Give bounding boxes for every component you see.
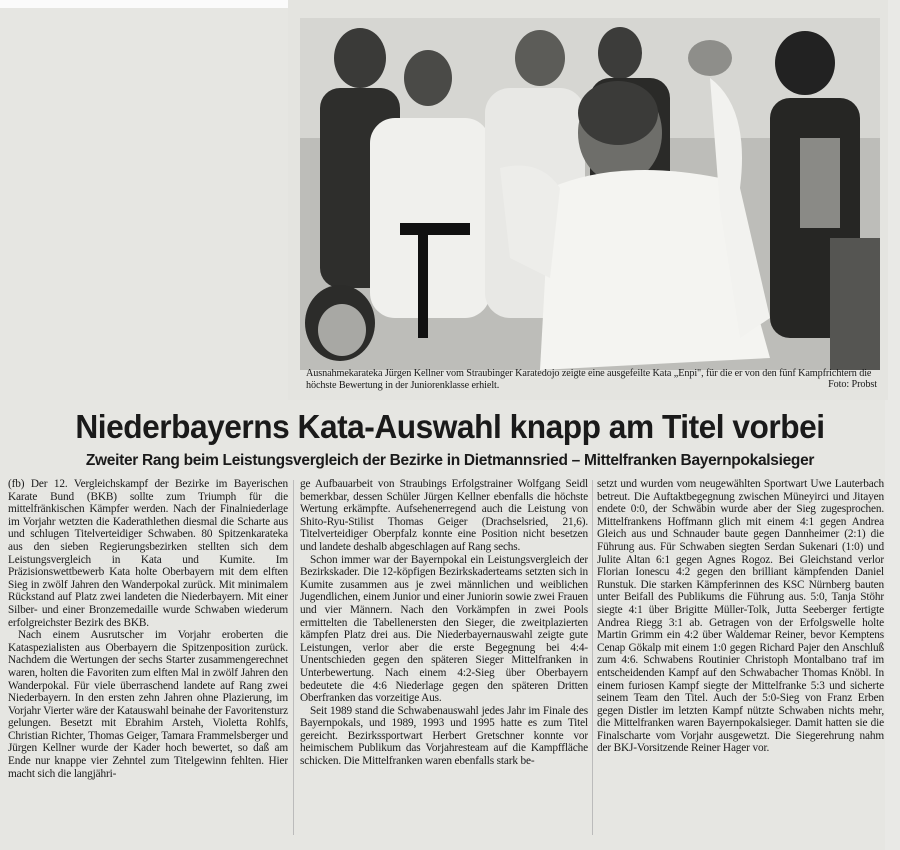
article-subheadline: Zweiter Rang beim Leistungsvergleich der Bezirke in Dietmannsried – Mittelfranken Bayernpokalsieger xyxy=(85,452,815,469)
karate-photo-icon xyxy=(300,18,880,370)
paragraph: Seit 1989 stand die Schwabenauswahl jedes Jahr im Finale des Bayernpokals, und 1989, 1993 und 1995 hatte es zum Titel gereicht. Bezirkssportwart Herbert Gretschner konnte vor heimischem Publikum das Vorjahresteam auf die Kampffläche schicken. Die Mittelfranken waren ebenfalls stark be- xyxy=(300,704,588,768)
karate-photo xyxy=(300,18,880,370)
article-headline: Niederbayerns Kata-Auswahl knapp am Titel vorbei xyxy=(75,408,825,445)
photo-credit: Foto: Probst xyxy=(828,379,877,390)
photo-caption xyxy=(306,368,881,391)
paragraph: ge Aufbauarbeit von Straubings Erfolgstrainer Wolfgang Seidl bemerkbar, dessen Schüler Jürgen Kellner ebenfalls die höchste Wertung erkämpfte. Aufsehenerregend auch die Leistung von Shito-Ryu-Stilist Thomas Geiger (Drachselsried, 21,6). Titelverteidiger Oberpfalz konnte eine Position nicht besetzen und landete deshalb abgeschlagen auf Rang sechs. xyxy=(300,478,588,553)
article-column-1 xyxy=(8,478,288,838)
paragraph: setzt und wurden vom neugewählten Sportwart Uwe Lauterbach betreut. Die Auftaktbegegnung zwischen Müneyirci und Jitayen endete 0:0, der Schwäbin wurde aber der Sieg zugesprochen. Mittelfrankens Hoffmann glich mit einem 4:1 gegen Andrea Gleich aus und Schnauder baute gegen Dannheimer (2:1) die Führung aus. Für Schwaben siegten Serdan Sukenari (1:0) und Julite Altan 6:1 gegen Agnes Rogoz. Bei Gleichstand verlor Florian Ionescu 4:2 gegen den brilliant kämpfenden Daniel Runstuk. Die starken Kämpferinnen des KSC Nürnberg bauten unter Beifall des Publikums die Führung aus. 5:0, Tanja Stöhr siegte 4:1 über Brigitte Müller-Tolk, Jutta Seeberger fertigte Andrea Riegg 3:1 ab. Getragen von der Erfolgswelle holte Martin Grimm ein 4:2 über Waldemar Reiner, bevor Kemptens Cenap Gökalp mit einem 1:0 gegen Richard Pajer den Anschluß zum 4:6. Schwabens Routinier Christoph Montalbano traf im entscheidenden Kampf auf den Schwabacher Thomas Knöbl. In einem furiosen Kampf siegte der Mittelfranke 5:3 und sicherte seinem Team den Titel. Auch der 5:0-Sieg von Franz Erben gegen Distler im letzten Kampf nützte Schwaben nichts mehr, die Mittelfranken waren Bayernpokalsieger. Damit hatten sie die Finalscharte vom Vorjahr ausgewetzt. Die Siegerehrung nahm der BKJ-Vorsitzende Reiner Hager vor. xyxy=(597,478,884,755)
paragraph: (fb) Der 12. Vergleichskampf der Bezirke im Bayerischen Karate Bund (BKB) sollte zum Triumph für die mittelfränkischen Kämpfer werden. Nach der Finalniederlage im Vorjahr wetzten die Kaderathlethen diesmal die Scharte aus und schlugen Titelverteidiger Schwaben. 80 Spitzenkarateka aus den sieben Regierungsbezirken stellten sich dem Leistungsvergleich in Kata und Kumite. Im Präzisionswettbewerb Kata holte Oberbayern mit dem elften Sieg in zwölf Jahren den Wanderpokal zurück. Mit minimalem Rückstand auf Platz zwei landeten die Niederbayern. Mit einer Silber- und einer Bronzemedaille wurde Schwaben wiederum erfolgreichster Bezirk des BKB. xyxy=(8,478,288,629)
paragraph: Nach einem Ausrutscher im Vorjahr eroberten die Kataspezialisten aus Oberbayern die Spitzenposition zurück. Nachdem die Wertungen der sechs Starter zusammengerechnet waren, holten die Favoriten zum elften Mal in zwölf Jahren den Wanderpokal. Für viele überraschend landete auf Rang zwei Niederbayern. In den ersten zehn Jahren ohne Plazierung, im Vorjahr Vierter wäre der Katauswahl beinahe der Favoritensturz gelungen. Besetzt mit Ebrahim Arsteh, Violetta Rohlfs, Christian Richter, Thomas Geiger, Tamara Frammelsberger und Jürgen Kellner wurde der Kader hoch bewertet, so daß am Ende nur knappe vier Zehntel zum Titelgewinn fehlten. Hier macht sich die langjähri- xyxy=(8,629,288,780)
column-divider xyxy=(592,480,593,835)
column-divider xyxy=(293,480,294,835)
article-column-3 xyxy=(597,478,884,838)
caption-text: Ausnahmekarateka Jürgen Kellner vom Straubinger Karatedojo zeigte eine ausgefeilte Kata „Enpi", für die er von den fünf Kampfrichtern die höchste Bewertung in der Juniorenklasse erhielt. xyxy=(306,368,872,391)
article-column-2 xyxy=(300,478,588,838)
paragraph: Schon immer war der Bayernpokal ein Leistungsvergleich der Bezirkskader. Die 12-köpfigen Bezirkskaderteams setzten sich in Kumite zusammen aus je zwei männlichen und weiblichen Jugendlichen, einem Junior und einer Juniorin sowie zwei Frauen und vier Männern. Nach den Vorkämpfen in zwei Pools ermittelten die Tabellenersten den Sieger, die zweitplazierten kämpfen Platz drei aus. Die Niederbayernauswahl zeigte gute Leistungen, verlor aber die erste Begegnung bei 4:4-Unentschieden gegen den späteren Sieger Mittelfranken in Unterbewertung. Nach einem 4:2-Sieg über Oberbayern bedeutete die 4:6 Niederlage gegen den späteren Dritten Oberfranken das vorzeitige Aus. xyxy=(300,553,588,705)
